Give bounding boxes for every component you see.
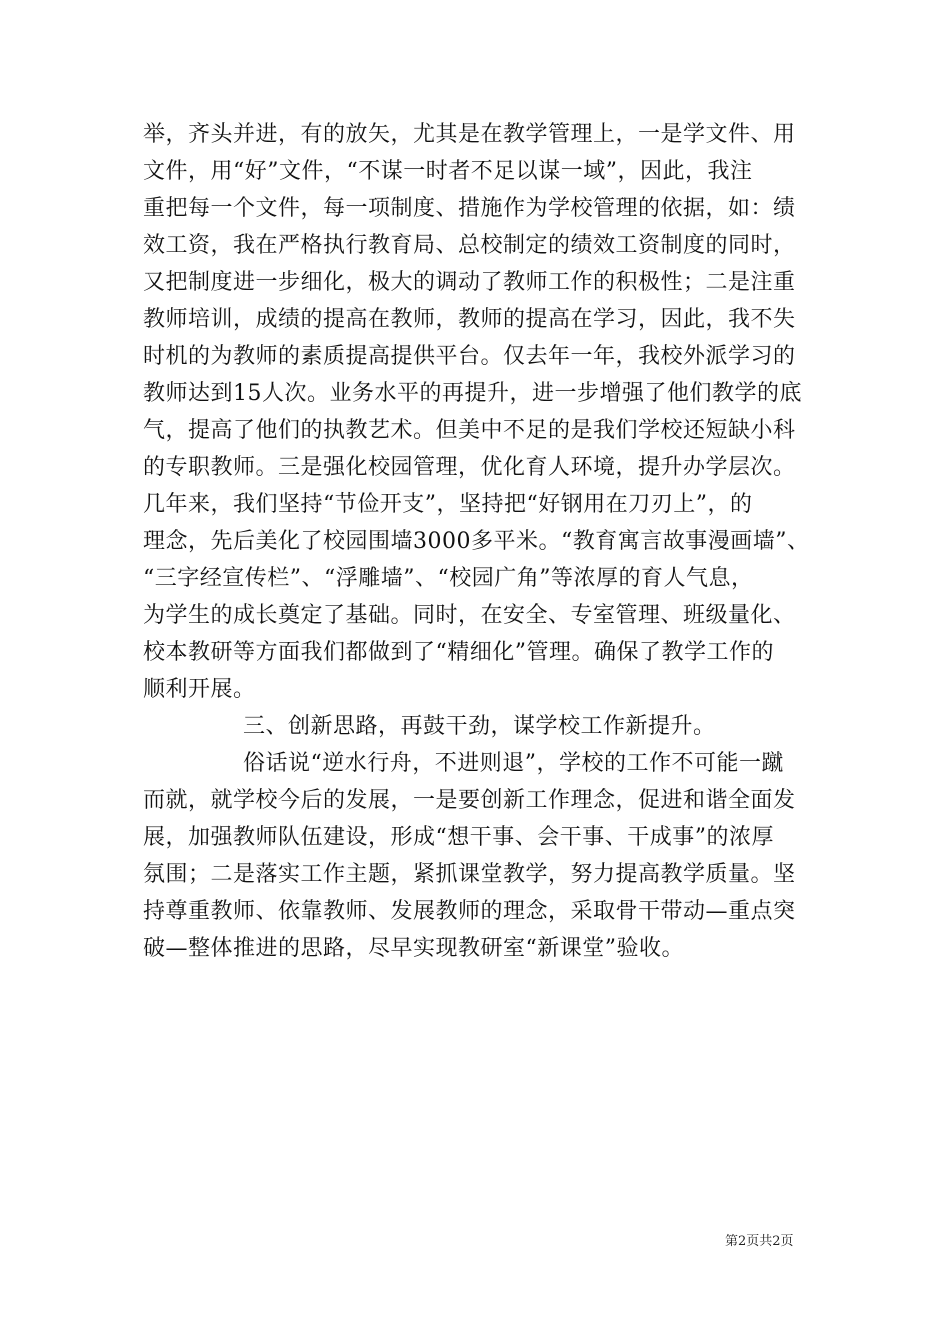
text-line: 效工资，我在严格执行教育局、总校制定的绩效工资制度的同时， [143,233,796,258]
text-line: 气，提高了他们的执教艺术。但美中不足的是我们学校还短缺小科 [143,418,796,443]
text-line: 展，加强教师队伍建设，形成“想干事、会干事、干成事”的浓厚 [143,825,774,850]
text-line: 破—整体推进的思路，尽早实现教研室“新课堂”验收。 [143,936,684,961]
text-line: 而就，就学校今后的发展，一是要创新工作理念，促进和谐全面发 [143,788,796,813]
page-number-footer: 第2页共2页 [725,1234,794,1249]
text-line: 持尊重教师、依靠教师、发展教师的理念，采取骨干带动—重点突 [143,899,796,924]
text-line: 重把每一个文件，每一项制度、措施作为学校管理的依据，如：绩 [143,196,796,221]
document-body [143,116,823,967]
text-line: 为学生的成长奠定了基础。同时，在安全、专室管理、班级量化、 [143,603,796,628]
text-line: 几年来，我们坚持“节俭开支”，坚持把“好钢用在刀刃上”，的 [143,492,753,517]
section-heading: 三、创新思路，再鼓干劲，谋学校工作新提升。 [243,714,716,739]
text-line: 时机的为教师的素质提高提供平台。仅去年一年，我校外派学习的 [143,344,796,369]
text-line: 顺利开展。 [143,677,256,702]
text-line: 氛围；二是落实工作主题，紧抓课堂教学，努力提高教学质量。坚 [143,862,796,887]
text-line: 举，齐头并进，有的放矢，尤其是在教学管理上，一是学文件、用 [143,122,796,147]
text-line: 教师培训，成绩的提高在教师，教师的提高在学习，因此，我不失 [143,307,796,332]
text-line: 校本教研等方面我们都做到了“精细化”管理。确保了教学工作的 [143,640,774,665]
text-line: 俗话说“逆水行舟，不进则退”，学校的工作不可能一蹴 [243,751,784,776]
text-line: 理念，先后美化了校园围墙3000多平米。“教育寓言故事漫画墙”、 [143,529,810,554]
text-line: “三字经宣传栏”、“浮雕墙”、“校园广角”等浓厚的育人气息， [143,566,754,591]
text-line: 又把制度进一步细化，极大的调动了教师工作的积极性；二是注重 [143,270,796,295]
text-line: 教师达到15人次。业务水平的再提升，进一步增强了他们教学的底 [143,381,802,406]
text-line: 文件，用“好”文件，“不谋一时者不足以谋一域”，因此，我注 [143,159,753,184]
text-line: 的专职教师。三是强化校园管理，优化育人环境，提升办学层次。 [143,455,796,480]
